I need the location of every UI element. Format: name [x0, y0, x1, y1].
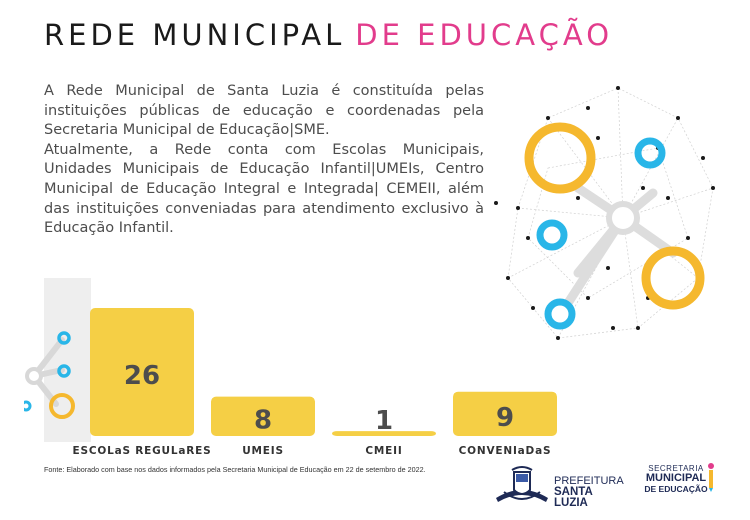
title-part-2: DE EDUCAÇÃO	[355, 18, 614, 52]
intro-paragraph-2: Atualmente, a Rede conta com Escolas Municipais, Unidades Municipais de Educação Infantil|UMEIs, Centro Municipal de Educação Integral e Integrada| CEMEII, além das instituições conveniadas para atendimento exclusivo à Educação Infantil.	[44, 141, 484, 237]
secretaria-logo	[636, 458, 716, 510]
secretaria-line-3: DE EDUCAÇÃO	[644, 484, 708, 494]
category-label-1: UMEIS	[242, 445, 284, 457]
prefeitura-line-1: PREFEITURA	[554, 475, 624, 487]
category-label-0: ESCOLaS REGULaRES	[72, 445, 212, 457]
data-label-0: 26	[123, 361, 161, 391]
title-part-1: REDE MUNICIPAL	[44, 18, 346, 52]
pencil-figure-icon	[706, 462, 716, 492]
data-label-2: 1	[374, 406, 394, 437]
secretaria-line-1: SECRETARIA	[648, 464, 704, 473]
data-label-3: 9	[495, 403, 515, 434]
source-note: Fonte: Elaborado com base nos dados informados pela Secretaria Municipal de Educação em 22 de setembro de 2022.	[44, 465, 426, 474]
prefeitura-line-2: SANTA LUZIA	[554, 486, 593, 509]
prefeitura-text	[554, 476, 624, 509]
category-label-3: CONVENIaDaS	[458, 445, 552, 457]
coat-of-arms-icon	[492, 462, 552, 512]
intro-paragraph-1: A Rede Municipal de Santa Luzia é constituída pelas instituições públicas de educação e coordenadas pela Secretaria Municipal de Educação|SME.	[44, 83, 484, 139]
secretaria-line-2: MUNICIPAL	[645, 472, 707, 484]
category-label-2: CMEII	[365, 445, 403, 457]
prefeitura-logo	[492, 462, 622, 512]
data-label-1: 8	[253, 405, 273, 436]
